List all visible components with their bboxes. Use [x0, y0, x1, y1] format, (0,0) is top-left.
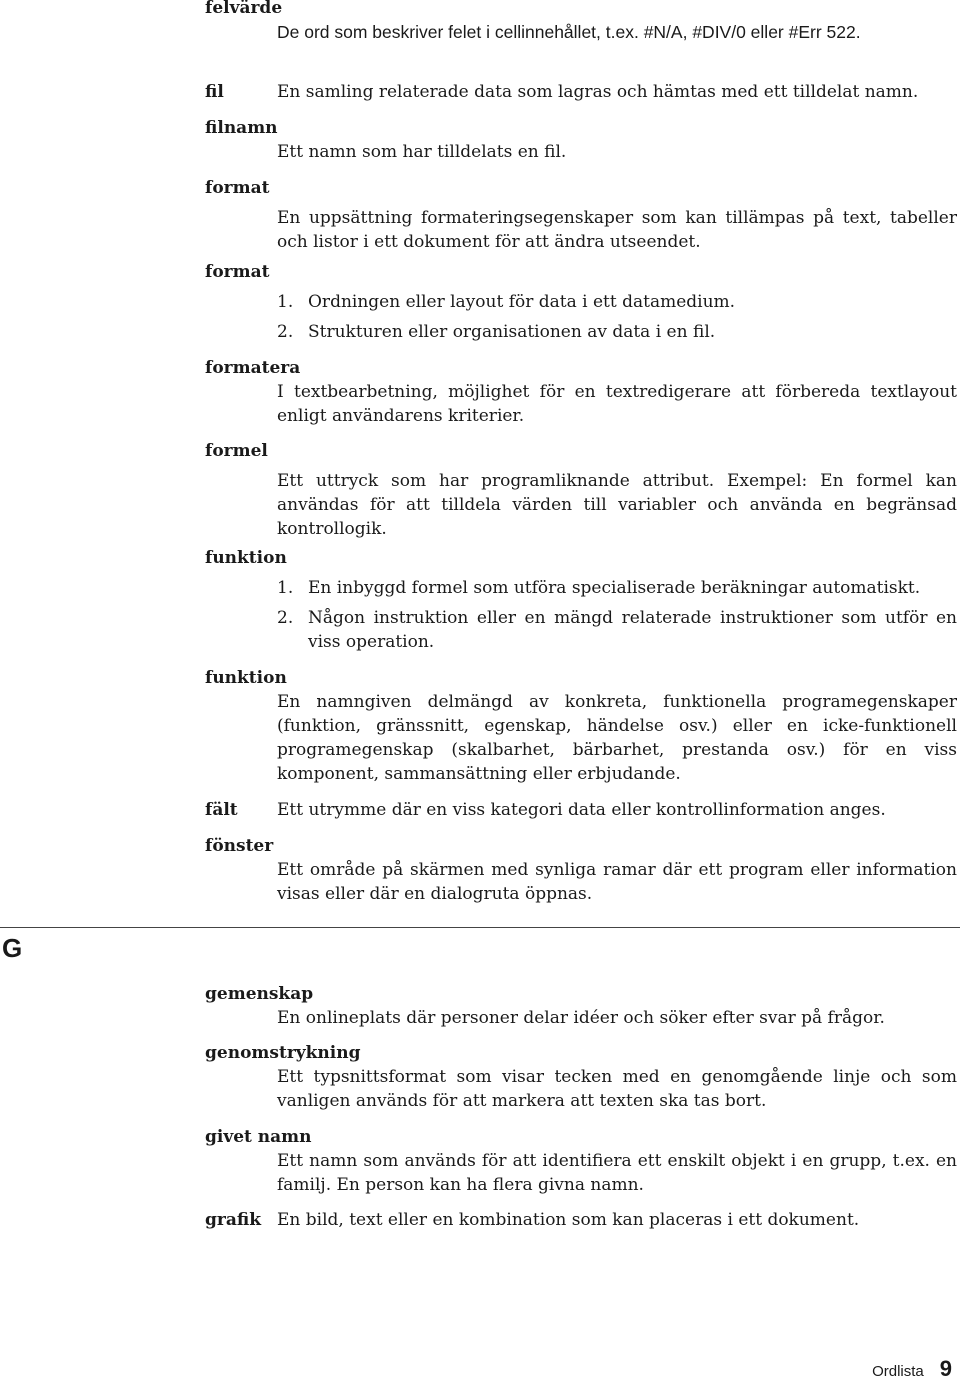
glossary-definition: En bild, text eller en kombination som kan placeras i ett dokument.	[277, 1210, 860, 1230]
glossary-term: fil	[205, 82, 224, 102]
glossary-definition: En namngiven delmängd av konkreta, funktionella programegenskaper (funktion, gränssnitt, egenskap, händelse osv.) eller en icke-funktionell programegenskap (skalbarhet, bärbarhet, prestanda osv.) för en viss komponent, sammansättning eller erbjudande.	[277, 692, 957, 784]
list-item	[277, 290, 957, 314]
glossary-definition-list	[277, 290, 957, 344]
list-item-text: Strukturen eller organisationen av data i en fil.	[308, 322, 716, 342]
footer-section-label: Ordlista	[872, 1363, 924, 1380]
glossary-entry-format-2	[205, 260, 957, 350]
section-divider	[0, 927, 960, 928]
glossary-term: gemenskap	[205, 984, 314, 1004]
glossary-definition: De ord som beskriver felet i cellinnehållet, t.ex. #N/A, #DIV/0 eller #Err 522.	[277, 22, 861, 42]
glossary-entry-filnamn	[205, 116, 957, 164]
glossary-term: fönster	[205, 836, 274, 856]
glossary-term: filnamn	[205, 118, 278, 138]
glossary-term: fält	[205, 800, 238, 820]
list-item-text: En inbyggd formel som utföra specialiserade beräkningar automatiskt.	[308, 578, 921, 598]
glossary-term: formatera	[205, 358, 301, 378]
glossary-definition: Ett namn som används för att identifiera ett enskilt objekt i en grupp, t.ex. en familj. En person kan ha flera givna namn.	[277, 1151, 957, 1195]
glossary-term: format	[205, 262, 270, 282]
glossary-definition: Ett namn som har tilldelats en fil.	[277, 142, 567, 162]
glossary-definition: En uppsättning formateringsegenskaper som kan tillämpas på text, tabeller och listor i ett dokument för att ändra utseendet.	[277, 208, 957, 252]
list-item	[277, 320, 957, 344]
glossary-term: givet namn	[205, 1127, 312, 1147]
glossary-entry-gemenskap	[205, 982, 957, 1030]
list-item	[277, 606, 957, 654]
glossary-term: grafik	[205, 1210, 261, 1230]
glossary-definition: Ett uttryck som har programliknande attribut. Exempel: En formel kan användas för att tilldela värden till variabler och använda en begränsad kontrollogik.	[277, 471, 957, 539]
list-item-text: Någon instruktion eller en mängd relaterade instruktioner som utför en viss operation.	[308, 608, 957, 652]
glossary-entry-felvarde	[205, 0, 957, 44]
glossary-definition: I textbearbetning, möjlighet för en textredigerare att förbereda textlayout enligt användarens kriterier.	[277, 382, 957, 426]
glossary-entry-funktion-1	[205, 546, 957, 660]
glossary-term: felvärde	[205, 0, 283, 18]
glossary-definition: En samling relaterade data som lagras och hämtas med ett tilldelat namn.	[277, 82, 919, 102]
glossary-term: formel	[205, 441, 268, 461]
glossary-entry-funktion-2	[205, 666, 957, 786]
glossary-entry-grafik	[205, 1208, 957, 1232]
glossary-definition: Ett typsnittsformat som visar tecken med en genomgående linje och som vanligen används för att markera att texten ska tas bort.	[277, 1067, 957, 1111]
page-number: 9	[939, 1356, 952, 1381]
glossary-entry-genomstrykning	[205, 1041, 957, 1113]
glossary-entry-fonster	[205, 834, 957, 906]
list-item-text: Ordningen eller layout för data i ett datamedium.	[308, 292, 736, 312]
glossary-term: genomstrykning	[205, 1043, 361, 1063]
list-item-number: 1.	[277, 578, 294, 598]
glossary-definition: Ett utrymme där en viss kategori data eller kontrollinformation anges.	[277, 800, 886, 820]
glossary-definition: En onlineplats där personer delar idéer och söker efter svar på frågor.	[277, 1008, 885, 1028]
glossary-entry-format-1	[205, 176, 957, 254]
list-item-number: 2.	[277, 322, 294, 342]
glossary-definition: Ett område på skärmen med synliga ramar där ett program eller information visas eller där en dialogruta öppnas.	[277, 860, 957, 904]
glossary-entry-falt	[205, 798, 957, 822]
page-footer	[872, 1356, 952, 1382]
glossary-term: format	[205, 178, 270, 198]
glossary-term: funktion	[205, 548, 287, 568]
glossary-entry-givet-namn	[205, 1125, 957, 1197]
glossary-entry-fil	[205, 80, 957, 104]
glossary-entry-formel	[205, 439, 957, 541]
glossary-term: funktion	[205, 668, 287, 688]
list-item-number: 1.	[277, 292, 294, 312]
section-letter-heading: G	[2, 933, 23, 963]
glossary-entry-formatera	[205, 356, 957, 428]
list-item-number: 2.	[277, 608, 294, 628]
glossary-definition-list	[277, 576, 957, 654]
list-item	[277, 576, 957, 600]
